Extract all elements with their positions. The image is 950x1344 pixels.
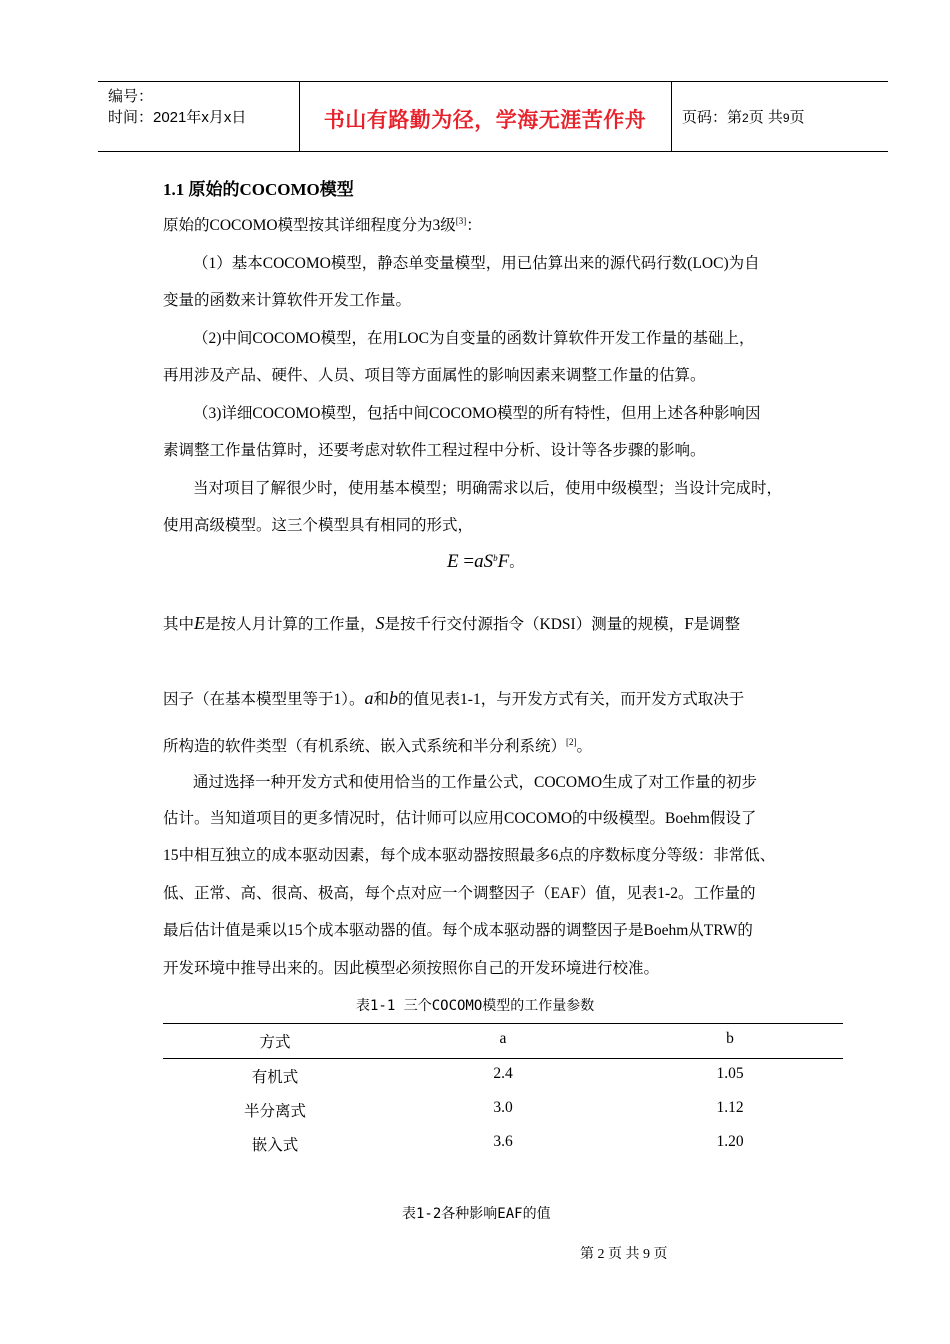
table-cell: 3.6 [493, 1133, 513, 1150]
paragraph-line: 所构造的软件类型（有机系统、嵌入式系统和半分利系统）[2]。 [163, 737, 593, 755]
paragraph-line: 素调整工作量估算时，还要考虑对软件工程过程中分析、设计等各步骤的影响。 [163, 442, 706, 459]
header-divider [671, 82, 672, 151]
table-cell: 1.20 [716, 1133, 744, 1150]
formula: $E =aS^bF$。 [447, 551, 524, 572]
header-time: 时间：2021年x月x日 [108, 109, 247, 126]
paragraph-line: 15中相互独立的成本驱动因素，每个成本驱动器按照最多6点的序数标度分等级：非常低、 [163, 847, 776, 864]
header-motto: 书山有路勤为径，学海无涯苦作舟 [323, 107, 647, 132]
section-title: 1.1 原始的COCOMO模型 [163, 180, 354, 199]
paragraph-line: 因子（在基本模型里等于1）。a和b的值见表1-1，与开发方式有关，而开发方式取决于 [163, 688, 745, 708]
table-cell: 2.4 [493, 1065, 513, 1082]
paragraph-line: 变量的函数来计算软件开发工作量。 [163, 292, 412, 309]
page-footer: 第 2 页 共 9 页 [580, 1247, 668, 1262]
table-cell: 3.0 [493, 1099, 513, 1116]
paragraph-line: 再用涉及产品、硬件、人员、项目等方面属性的影响因素来调整工作量的估算。 [163, 367, 706, 384]
paragraph-line: 估计。当知道项目的更多情况时，估计师可以应用COCOMO的中级模型。Boehm假设了 [163, 810, 757, 827]
table-header-a: a [499, 1030, 507, 1047]
table-cell: 半分离式 [243, 1103, 306, 1120]
header-page-number: 页码：第2页 共9页 [682, 109, 805, 126]
paragraph-line: 当对项目了解很少时，使用基本模型；明确需求以后，使用中级模型；当设计完成时， [193, 480, 783, 497]
paragraph-line: （2)中间COCOMO模型，在用LOC为自变量的函数计算软件开发工作量的基础上， [193, 330, 755, 347]
table-rule [163, 1058, 843, 1059]
paragraph-line: 其中E是按人月计算的工作量，S是按千行交付源指令（KDSI）测量的规模，F是调整 [163, 613, 741, 633]
paragraph-line: 开发环境中推导出来的。因此模型必须按照你自己的开发环境进行校准。 [163, 960, 660, 977]
table-cell: 有机式 [251, 1069, 299, 1086]
page-header [98, 81, 888, 152]
paragraph-line: 最后估计值是乘以15个成本驱动器的值。每个成本驱动器的调整因子是Boehm从TRW的 [163, 922, 753, 939]
header-number: 编号： [108, 88, 154, 105]
header-meta [108, 86, 246, 128]
paragraph-line: （1）基本COCOMO模型，静态单变量模型，用已估算出来的源代码行数(LOC)为自 [193, 255, 760, 272]
table-rule [163, 1023, 843, 1024]
paragraph-line: 低、正常、高、很高、极高，每个点对应一个调整因子（EAF）值，见表1-2。工作量的 [163, 885, 756, 902]
paragraph-line: 通过选择一种开发方式和使用恰当的工作量公式，COCOMO生成了对工作量的初步 [193, 774, 758, 791]
table-header-b: b [726, 1030, 734, 1047]
paragraph-line: （3)详细COCOMO模型，包括中间COCOMO模型的所有特性，但用上述各种影响因 [193, 405, 761, 422]
paragraph-line: 使用高级模型。这三个模型具有相同的形式， [163, 517, 474, 534]
table-cell: 1.05 [716, 1065, 744, 1082]
table-cell: 嵌入式 [251, 1137, 299, 1154]
table-header-mode: 方式 [259, 1034, 291, 1051]
table2-caption: 表1-2各种影响EAF的值 [402, 1206, 551, 1222]
table-cell: 1.12 [716, 1099, 744, 1116]
intro-line: 原始的COCOMO模型按其详细程度分为3级[3]： [163, 216, 482, 234]
table1-caption: 表1-1 三个COCOMO模型的工作量参数 [356, 998, 595, 1014]
